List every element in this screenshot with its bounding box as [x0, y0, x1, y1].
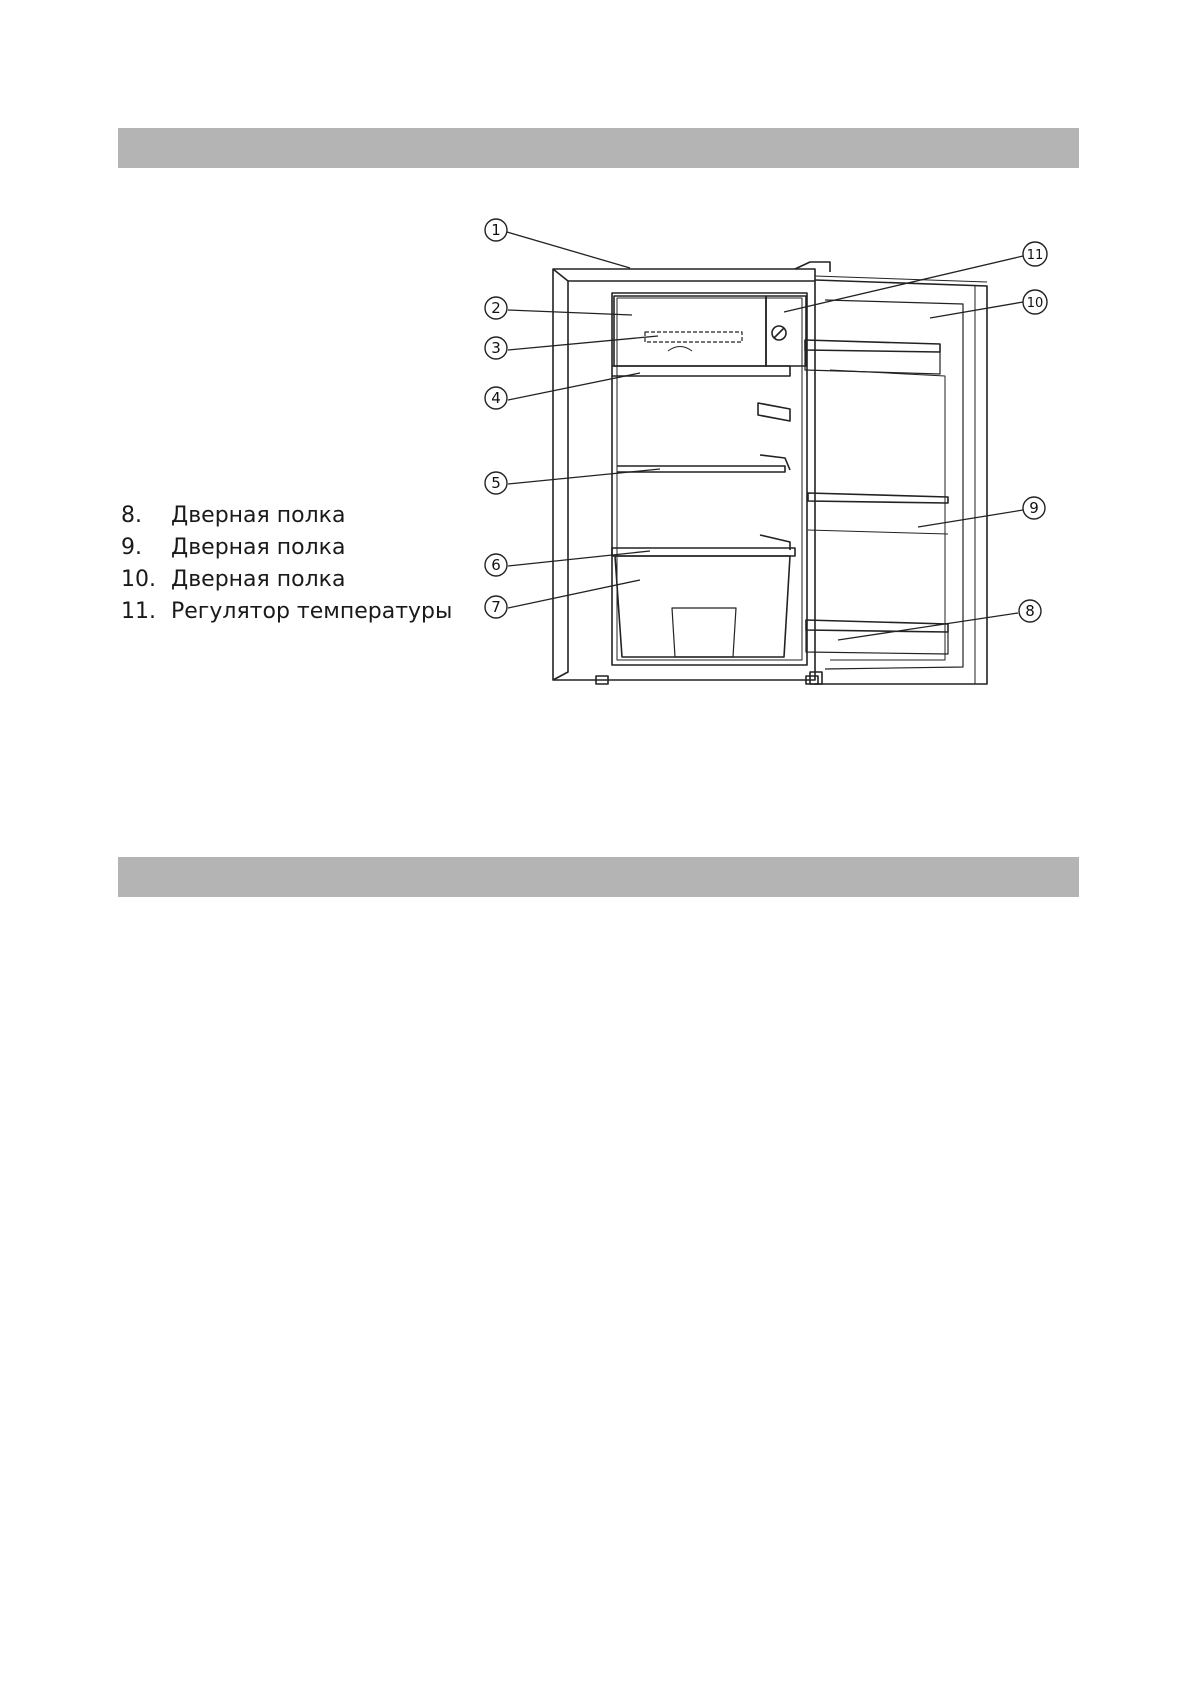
callout-3-label: 3: [491, 339, 501, 357]
callout-4-label: 4: [491, 389, 501, 407]
callout-7-label: 7: [491, 598, 501, 616]
callout-1-label: 1: [491, 221, 501, 239]
callout-9-label: 9: [1029, 499, 1039, 517]
callout-10: [1023, 290, 1047, 314]
part-number: 9.: [121, 535, 142, 560]
callout-10-label: 10: [1026, 296, 1044, 311]
callout-7: [485, 596, 507, 618]
callout-5-label: 5: [491, 474, 501, 492]
callout-4: [485, 387, 507, 409]
callout-11-label: 11: [1026, 248, 1044, 263]
callout-2: [485, 297, 507, 319]
callout-8: [1019, 600, 1041, 622]
callout-11: [1023, 242, 1047, 266]
callout-1: [485, 219, 507, 241]
callout-6-label: 6: [491, 556, 501, 574]
callout-5: [485, 472, 507, 494]
section-header-bar-bottom: [118, 857, 1079, 897]
part-number: 10.: [121, 567, 156, 592]
part-label: Дверная полка: [171, 535, 346, 560]
part-number: 8.: [121, 503, 142, 528]
part-number: 11.: [121, 599, 156, 624]
callout-2-label: 2: [491, 299, 501, 317]
callout-9: [1023, 497, 1045, 519]
part-label: Дверная полка: [171, 503, 346, 528]
part-label: Дверная полка: [171, 567, 346, 592]
part-label: Регулятор температуры: [171, 599, 453, 624]
callout-8-label: 8: [1025, 602, 1035, 620]
callout-6: [485, 554, 507, 576]
callout-3: [485, 337, 507, 359]
